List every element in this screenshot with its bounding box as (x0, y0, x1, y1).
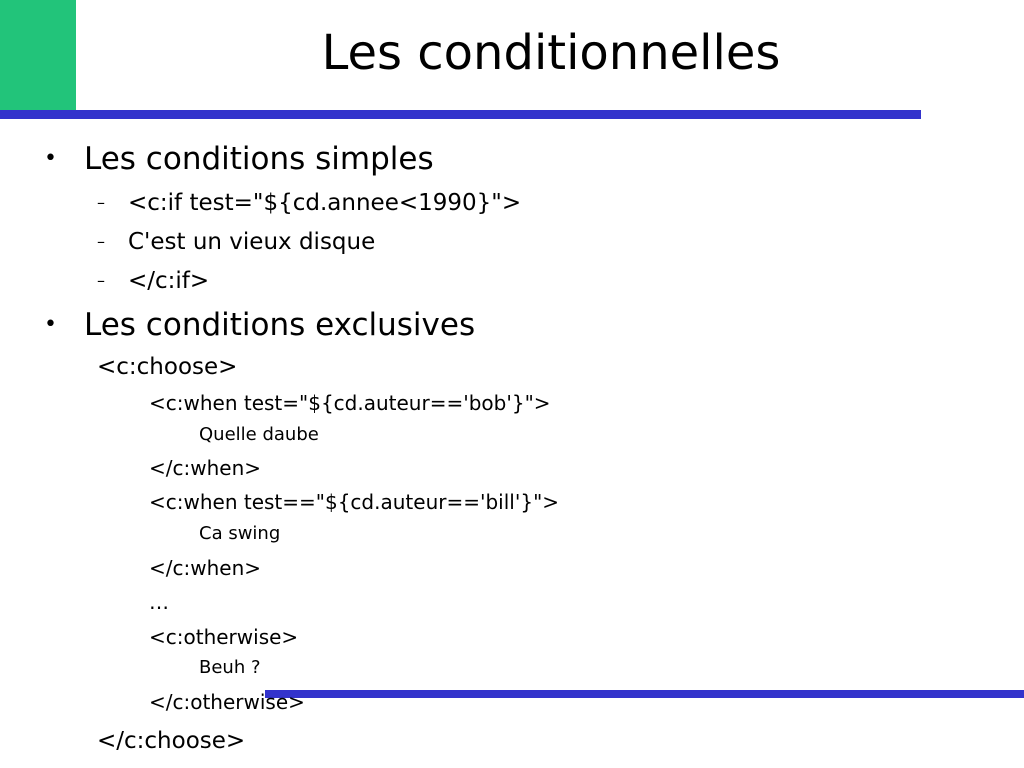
code-line-when-bill: <c:when test=="${cd.auteur=='bill'}"> (149, 490, 560, 514)
list-item-vieux-disque: C'est un vieux disque (128, 229, 376, 255)
code-line-beuh: Beuh ? (199, 657, 261, 678)
bullet-marker-1: • (44, 146, 57, 171)
section-heading-exclusives: Les conditions exclusives (84, 307, 476, 343)
accent-block (0, 0, 76, 110)
code-line-when-close-2: </c:when> (149, 556, 262, 580)
code-line-when-bob: <c:when test="${cd.auteur=='bob'}"> (149, 391, 551, 415)
dash-marker-3: – (97, 271, 105, 290)
list-item-if-close: </c:if> (128, 268, 210, 294)
code-line-choose-close: </c:choose> (97, 728, 246, 754)
dash-marker-1: – (97, 193, 105, 212)
code-line-choose-open: <c:choose> (97, 354, 238, 380)
slide-title: Les conditionnelles (321, 25, 781, 81)
code-line-ellipsis: … (149, 590, 169, 614)
code-line-when-close-1: </c:when> (149, 456, 262, 480)
list-item-if-open: <c:if test="${cd.annee<1990}"> (128, 190, 522, 216)
code-line-otherwise-open: <c:otherwise> (149, 625, 299, 649)
section-heading-simples: Les conditions simples (84, 141, 434, 177)
code-line-otherwise-close: </c:otherwise> (149, 690, 305, 714)
dash-marker-2: – (97, 232, 105, 251)
code-line-ca-swing: Ca swing (199, 523, 281, 544)
title-rule (0, 110, 921, 119)
bottom-rule (265, 690, 1024, 698)
code-line-quelle-daube: Quelle daube (199, 424, 319, 445)
bullet-marker-2: • (44, 312, 57, 337)
